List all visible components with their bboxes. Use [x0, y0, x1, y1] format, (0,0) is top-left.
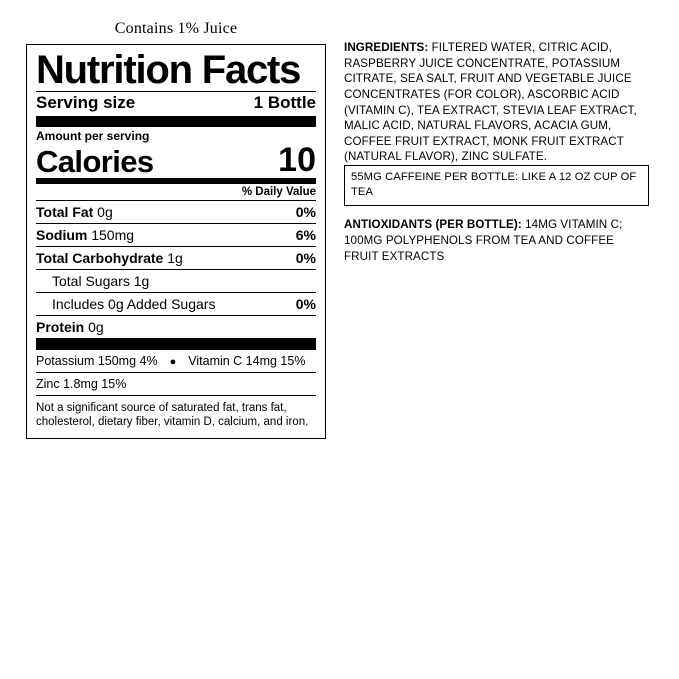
amount-per-serving-label: Amount per serving	[36, 129, 150, 143]
nutrient-row	[36, 316, 316, 338]
micronutrient-row-1	[36, 350, 316, 372]
vitamin-c-value: Vitamin C 14mg 15%	[188, 354, 306, 368]
potassium-value: Potassium 150mg 4%	[36, 354, 158, 368]
serving-size-label: Serving size	[36, 93, 136, 112]
nutrient-daily-value: 0%	[295, 204, 316, 220]
nutrient-row	[36, 293, 316, 315]
antioxidants-body: 14MG VITAMIN C; 100MG POLYPHENOLS FROM TEA AND COFFEE FRUIT EXTRACTS	[344, 218, 623, 263]
calories-value: 10	[278, 141, 316, 179]
serving-size-value: 1 Bottle	[253, 93, 316, 112]
nutrient-name: Includes 0g Added Sugars	[52, 296, 216, 312]
nutrient-name: Total Fat 0g	[36, 204, 113, 220]
antioxidants-heading: ANTIOXIDANTS (PER BOTTLE):	[344, 218, 522, 232]
nutrient-row	[36, 201, 316, 223]
caffeine-callout-box: 55MG CAFFEINE PER BOTTLE: LIKE A 12 OZ CUP OF TEA	[344, 165, 649, 206]
contains-juice-note: Contains 1% Juice	[114, 20, 238, 37]
nutrient-name: Protein 0g	[36, 319, 104, 335]
ingredients-paragraph	[344, 40, 649, 165]
nutrition-footnote: Not a significant source of saturated fat, trans fat, cholesterol, dietary fiber, vitamin D, calcium, and iron.	[36, 402, 309, 429]
nutrient-daily-value: 0%	[295, 250, 316, 266]
ingredients-body: FILTERED WATER, CITRIC ACID, RASPBERRY JUICE CONCENTRATE, POTASSIUM CITRATE, SEA SALT, FRUIT AND VEGETABLE JUICE CONCENTRATES (FOR COLOR), ASCORBIC ACID (VITAMIN C), TEA EXTRACT, STEVIA LEAF EXTRACT, MALIC ACID, NATURAL FLAVORS, ACACIA GUM, COFFEE FRUIT EXTRACT, MONK FRUIT EXTRACT (NATURAL FLAVOR), ZINC SULFATE.	[344, 41, 637, 164]
nutrient-name: Sodium 150mg	[36, 227, 135, 243]
calories-label: Calories	[36, 144, 154, 179]
zinc-value: Zinc 1.8mg 15%	[36, 377, 127, 391]
divider-thick-2	[36, 339, 316, 350]
nutrient-daily-value: 0%	[295, 296, 316, 312]
nutrient-row	[36, 224, 316, 246]
daily-value-header: % Daily Value	[241, 186, 316, 198]
nutrient-rows	[36, 201, 316, 339]
nutrition-facts-section	[26, 20, 326, 439]
nutrient-name: Total Carbohydrate 1g	[36, 250, 183, 266]
nutrition-facts-panel	[26, 44, 326, 439]
nutrient-row	[36, 270, 316, 292]
antioxidants-paragraph	[344, 217, 649, 264]
serving-size-row	[36, 92, 316, 116]
micronutrient-row-2	[36, 373, 316, 395]
ingredients-heading: INGREDIENTS:	[344, 41, 429, 54]
nutrient-name: Total Sugars 1g	[52, 273, 150, 289]
ingredients-section	[344, 40, 649, 264]
nutrient-daily-value: 6%	[295, 227, 316, 243]
bullet-separator-icon: ●	[169, 356, 177, 368]
nutrition-facts-title: Nutrition Facts	[36, 48, 301, 92]
calories-row	[36, 143, 316, 178]
nutrient-row	[36, 247, 316, 269]
divider-thick-1	[36, 116, 316, 127]
